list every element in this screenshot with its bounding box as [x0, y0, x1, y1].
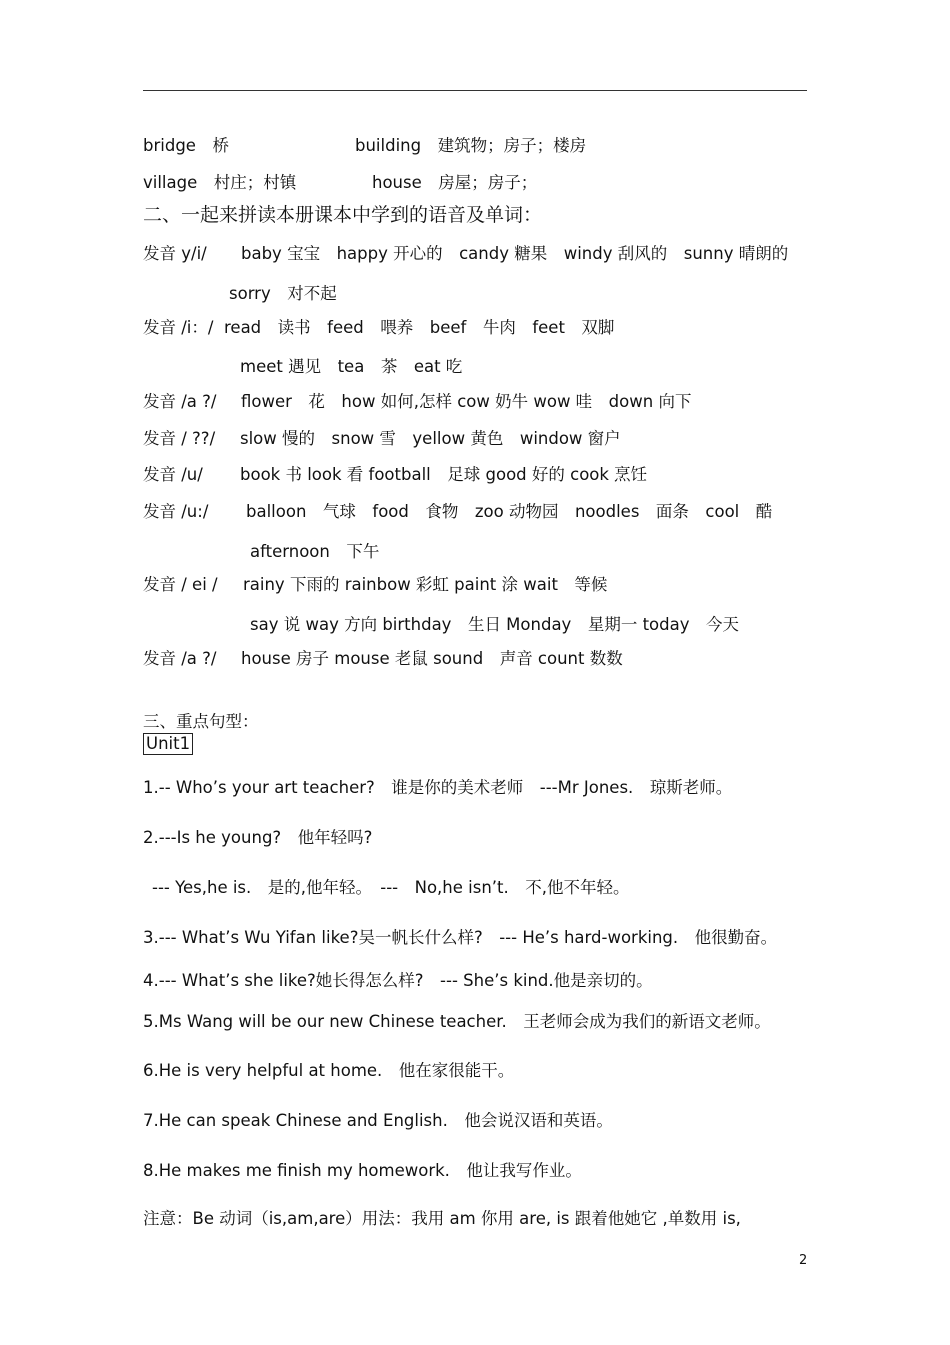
sentence: 6.He is very helpful at home. 他在家很能干。 — [143, 1061, 515, 1080]
vocab-right: building 建筑物；房子；楼房 — [355, 136, 587, 155]
phonics-label: 发音 / ei / — [143, 575, 218, 594]
phonics-words: meet 遇见 tea 茶 eat 吃 — [240, 357, 463, 376]
phonics-label: 发音 y/i/ — [143, 244, 207, 263]
sentence: 8.He makes me finish my homework. 他让我写作业。 — [143, 1161, 582, 1180]
sentence: 4.--- What’s she like?她长得怎么样? --- She’s kind.他是亲切的。 — [143, 971, 653, 990]
phonics-words: flower 花 how 如何,怎样 cow 奶牛 wow 哇 down 向下 — [241, 392, 692, 411]
sentence: 7.He can speak Chinese and English. 他会说汉语和英语。 — [143, 1111, 613, 1130]
section-title: 三、重点句型： — [143, 712, 259, 731]
phonics-words: slow 慢的 snow 雪 yellow 黄色 window 窗户 — [240, 429, 621, 448]
sentence: 1.-- Who’s your art teacher? 谁是你的美术老师 ---Mr Jones. 琼斯老师。 — [143, 778, 733, 797]
sentence: --- Yes,he is. 是的,他年轻。 --- No,he isn’t. 不,他不年轻。 — [152, 878, 630, 897]
phonics-words: sorry 对不起 — [229, 284, 337, 303]
phonics-label: 发音 /i：/ — [143, 318, 214, 337]
vocab-left: village 村庄；村镇 — [143, 173, 297, 192]
phonics-label: 发音 /u:/ — [143, 502, 209, 521]
vocab-right: house 房屋；房子； — [372, 173, 538, 192]
phonics-words: say 说 way 方向 birthday 生日 Monday 星期一 today 今天 — [250, 615, 739, 634]
phonics-words: afternoon 下午 — [250, 542, 380, 561]
phonics-words: baby 宝宝 happy 开心的 candy 糖果 windy 刮风的 sunny 晴朗的 — [241, 244, 789, 263]
header-rule — [143, 90, 807, 91]
section-title: 二、一起来拼读本册课本中学到的语音及单词： — [143, 204, 543, 226]
note: 注意：Be 动词（is,am,are）用法：我用 am 你用 are, is 跟着他她它 ,单数用 is, — [143, 1209, 741, 1228]
phonics-label: 发音 / ??/ — [143, 429, 216, 448]
vocab-left: bridge 桥 — [143, 136, 229, 155]
phonics-words: rainy 下雨的 rainbow 彩虹 paint 涂 wait 等候 — [243, 575, 608, 594]
phonics-label: 发音 /a ?/ — [143, 392, 217, 411]
unit-label: Unit1 — [143, 733, 193, 755]
phonics-words: balloon 气球 food 食物 zoo 动物园 noodles 面条 cool 酷 — [246, 502, 773, 521]
page-number: 2 — [799, 1253, 808, 1268]
phonics-words: book 书 look 看 football 足球 good 好的 cook 烹饪 — [240, 465, 648, 484]
sentence: 5.Ms Wang will be our new Chinese teacher. 王老师会成为我们的新语文老师。 — [143, 1012, 771, 1031]
phonics-words: house 房子 mouse 老鼠 sound 声音 count 数数 — [241, 649, 623, 668]
sentence: 2.---Is he young? 他年轻吗? — [143, 828, 373, 847]
phonics-label: 发音 /u/ — [143, 465, 203, 484]
phonics-words: read 读书 feed 喂养 beef 牛肉 feet 双脚 — [224, 318, 615, 337]
phonics-label: 发音 /a ?/ — [143, 649, 217, 668]
sentence: 3.--- What’s Wu Yifan like?吴一帆长什么样? --- He’s hard-working. 他很勤奋。 — [143, 928, 778, 947]
